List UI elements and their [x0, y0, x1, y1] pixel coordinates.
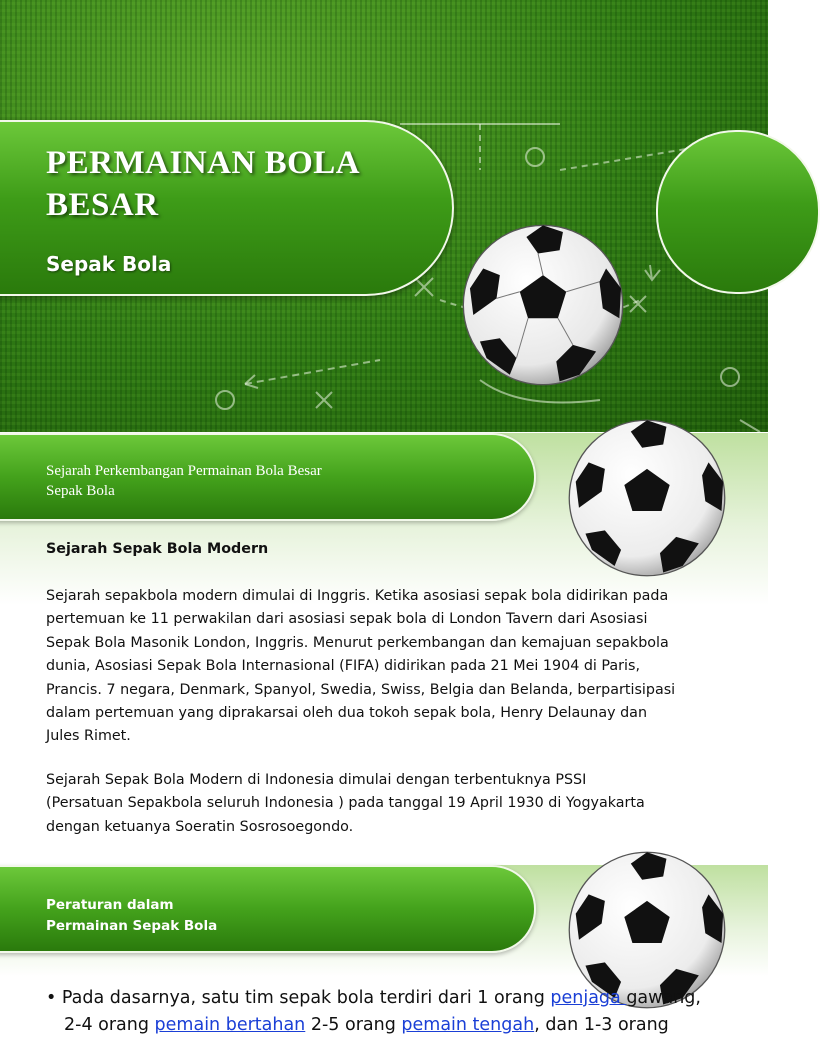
soccer-ball-icon — [460, 222, 626, 388]
paragraph-line: dengan ketuanya Soeratin Sosrosoegondo. — [46, 818, 354, 835]
bullet-text: 2-4 orang — [64, 1015, 155, 1035]
paragraph-line: Jules Rimet. — [46, 728, 131, 745]
paragraph-line: Sejarah sepakbola modern dimulai di Inggris. Ketika asosiasi sepak bola didirikan pada — [46, 588, 669, 604]
history-banner-title — [46, 461, 322, 501]
paragraph-line: dalam pertemuan yang diprakarsai oleh dua tokoh sepak bola, Henry Delaunay dan — [46, 705, 648, 722]
link-penjaga[interactable]: penjaga — [550, 988, 627, 1008]
title-banner-decor — [656, 130, 820, 294]
history-banner-line-1: Sejarah Perkembangan Permainan Bola Besar — [46, 463, 322, 479]
soccer-ball-icon — [566, 417, 728, 579]
history-paragraph-1 — [46, 585, 726, 749]
rules-banner-line-1: Peraturan dalam — [46, 897, 174, 913]
paragraph-line: (Persatuan Sepakbola seluruh Indonesia ) pada tanggal 19 April 1930 di Yogyakarta — [46, 795, 645, 812]
history-paragraph-2 — [46, 769, 726, 839]
title-slide — [0, 0, 768, 432]
history-slide — [0, 433, 768, 863]
paragraph-line: dunia, Asosiasi Sepak Bola Internasional (FIFA) didirikan pada 21 Mei 1904 di Paris, — [46, 658, 641, 675]
history-banner-line-2: Sepak Bola — [46, 483, 115, 499]
bullet-text: , dan 1-3 orang — [534, 1015, 669, 1035]
link-pemain-bertahan[interactable]: pemain bertahan — [154, 1015, 306, 1035]
paragraph-line: Sepak Bola Masonik London, Inggris. Menurut perkembangan dan kemajuan sepakbola — [46, 634, 669, 651]
title-line-1: PERMAINAN BOLA — [46, 145, 361, 181]
bullet-marker: • — [46, 988, 57, 1008]
rules-banner-title — [46, 895, 217, 937]
bullet-text: gawang, — [626, 988, 701, 1008]
title-line-2: BESAR — [46, 187, 159, 223]
paragraph-line: Prancis. 7 negara, Denmark, Spanyol, Swedia, Swiss, Belgia dan Belanda, berpartisipasi — [46, 681, 676, 698]
slide-title — [46, 142, 426, 226]
paragraph-line: pertemuan ke 11 perwakilan dari asosiasi sepak bola di London Tavern dari Asosiasi — [46, 611, 648, 628]
history-heading: Sejarah Sepak Bola Modern — [46, 541, 269, 557]
link-pemain-tengah[interactable]: pemain tengah — [401, 1015, 535, 1035]
bullet-text: Pada dasarnya, satu tim sepak bola terdiri dari 1 orang — [61, 988, 551, 1008]
rules-banner-line-2: Permainan Sepak Bola — [46, 918, 218, 934]
slide-subtitle: Sepak Bola — [46, 252, 172, 276]
rules-slide — [0, 865, 768, 1035]
paragraph-line: Sejarah Sepak Bola Modern di Indonesia dimulai dengan terbentuknya PSSI — [46, 772, 587, 788]
bullet-text: 2-5 orang — [305, 1015, 402, 1035]
rules-bullet — [46, 985, 766, 1039]
